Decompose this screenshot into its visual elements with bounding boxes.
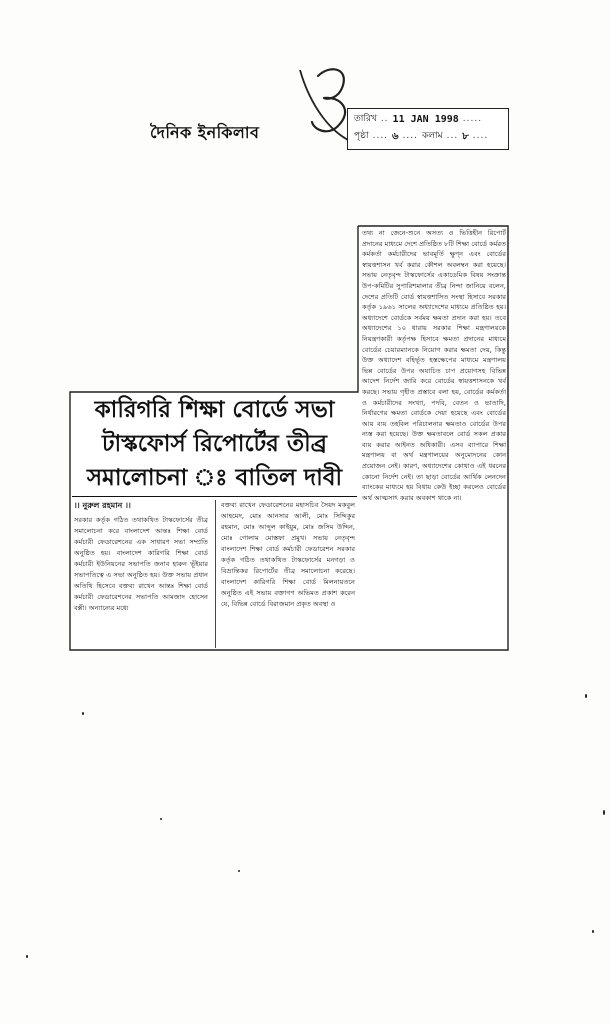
scan-speck [592,930,594,933]
article-column-a: সরকার কর্তৃক গঠিত তথাকথিত টাস্কফোর্সের তীব্র সমালোচনা করে বাংলাদেশ আন্তঃ শিক্ষা বোর্ড কর্মচারী ফেডারেশনের এক সাধারণ সভা সম্প্রতি অনুষ্ঠিত হয়। বাংলাদেশ কারিগরি শিক্ষা বোর্ড কর্মচারী ইউনিয়নের সভাপতি জনাব হারুন ভূঁইয়ার সভাপতিত্বে এ সভা অনুষ্ঠিত হয়। উক্ত সভায় প্রধান অতিথি হিসেবে বক্তব্য রাখেন আন্তঃ শিক্ষা বোর্ড কর্মচারী ফেডারেশনের সভাপতি আমজাদ হোসেন বক্সী। অন্যান্যের মধ্যে [74,516,208,612]
headline-line-3: সমালোচনা ঃ বাতিল দাবী [86,465,343,491]
date-label: তারিখ [354,114,377,124]
headline-line-1: কারিগরি শিক্ষা বোর্ডে সভা [94,397,335,423]
scan-speck [82,712,84,715]
article-column-b: বক্তব্য রাখেন ফেডারেশনের মহাসচিব সৈয়দ মকবুল আহমেদ, মোঃ আনসার আলী, মোঃ সিদ্দিকুর রহমান, মোঃ আব্দুল কাইয়ুম, মোঃ জসিম উদ্দিন, মোঃ গোলাম মোস্তফা প্রমুখ। সভায় নেতৃবৃন্দ বাংলাদেশ শিক্ষা বোর্ড কর্মচারী ফেডারেশন সরকার কর্তৃক গঠিত তথাকথিত টাস্কফোর্সের মনগড়া ও বিভ্রান্তিকর রিপোর্টের তীব্র সমালোচনা করেছে। বাংলাদেশ কারিগরি শিক্ষা বোর্ড মিলনায়তনে অনুষ্ঠিত এই সভায় বক্তাগণ অভিমত প্রকাশ করেন যে, বিভিন্ন বোর্ডে বিরাজমান প্রকৃত অবস্থা ও [221,501,355,608]
article-headline [72,393,357,495]
article-byline: ।। নুরুল রহমান ।। [74,501,131,510]
scan-speck [238,870,240,872]
scan-speck [603,810,605,815]
date-stamp-slip [347,108,509,150]
column-divider [215,500,216,648]
page-label: পৃষ্ঠা [354,131,369,141]
date-value: 11 JAN 1998 [392,114,459,125]
date-row: তারিখ .. 11 JAN 1998 ..... [354,111,502,128]
handwritten-mark-text: ৩ [356,72,357,73]
headline-line-2: টাস্কফোর্স রিপোর্টের তীব্র [101,431,328,457]
scan-speck [160,818,162,820]
scan-speck [26,955,28,958]
headline-rule [72,496,357,497]
page-column-row: পৃষ্ঠা .... ৬ .... কলাম ... ৮ .... [354,128,502,145]
column-label: কলাম [422,131,443,141]
scan-speck [585,694,587,698]
newspaper-masthead: দৈনিক ইনকিলাব [150,123,260,142]
column-value: ৮ [462,131,469,142]
page-value: ৬ [392,131,399,142]
article-column-right: তথ্য না জেনে-শুনে অসত্য ও ভিত্তিহীন রিপোর্ট প্রদানের মাধ্যমে দেশে প্রতিষ্ঠিত ৮টি শিক্ষা বোর্ডে কর্মরত কর্মকর্তা কর্মচারীদের ভাবমূর্তি ক্ষুণ্ন এবং বোর্ডের স্বায়ত্তশাসন খর্ব করার কৌশল অবলম্বন করা হয়েছে। সভায় নেতৃবৃন্দ টাস্কফোর্সের একাডেমিক বিষয় সংক্রান্ত উপ-কমিটির সুপারিশমালার তীব্র নিন্দা জানিয়ে বলেন, দেশের প্রতিটি বোর্ড স্বায়ত্তশাসিত সংস্থা হিসাবে সরকার কর্তৃক ১৯৬১ সালের অধ্যাদেশের মাধ্যমে প্রতিষ্ঠিত হয়। অধ্যাদেশে বোর্ডকে সর্বময় ক্ষমতা প্রদান করা হয়। তবে অধ্যাদেশের ১০ ধারায় সরকার শিক্ষা মন্ত্রণালয়কে নিয়ন্ত্রণকারী কর্তৃপক্ষ হিসাবে ক্ষমতা প্রদানের মাধ্যমে বোর্ডের চেয়ারম্যানকে নিয়োগ করার ক্ষমতা দেয়, কিন্তু উক্ত অধ্যাদেশ বহির্ভূত হস্তক্ষেপের মাধ্যমে মন্ত্রণালয় ভিন্ন বোর্ডের উপর অযাচিত চাপ প্রয়োগসহ বিভিন্ন আদেশ নির্দেশ জারি করে বোর্ডের স্বায়ত্তশাসনকে খর্ব করছে। সভায় গৃহীত প্রস্তাবে বলা হয়, বোর্ডের কর্মকর্তা ও কর্মচারীদের সংখ্যা, পদবি, বেতন ও ভাতাদি, নির্ধারণের ক্ষমতা বোর্ডকে দেয়া হয়েছে এবং বোর্ডের আয় ব্যয় তহবিল পরিচালনার ক্ষমতাও বোর্ডের উপর ন্যস্ত করা হয়েছে। উক্ত ক্ষমতাবলে বোর্ড সকল প্রকার ব্যয় করার আইনত অধিকারী। এসব ব্যাপারে শিক্ষা মন্ত্রণালয় বা অর্থ মন্ত্রণালয়ের অনুমোদনের কোন প্রয়োজন নেই। কারণ, অধ্যাদেশের কোথাও এই ধরনের কোনো নির্দেশ নেই। তা ছাড়া বোর্ডের আর্থিক লেনদেন ব্যাংকের মাধ্যমে হয় বিধায় কেউ ইচ্ছা করলেও বোর্ডের অর্থ আত্মসাৎ করার অবকাশ থাকে না। [362,229,506,502]
